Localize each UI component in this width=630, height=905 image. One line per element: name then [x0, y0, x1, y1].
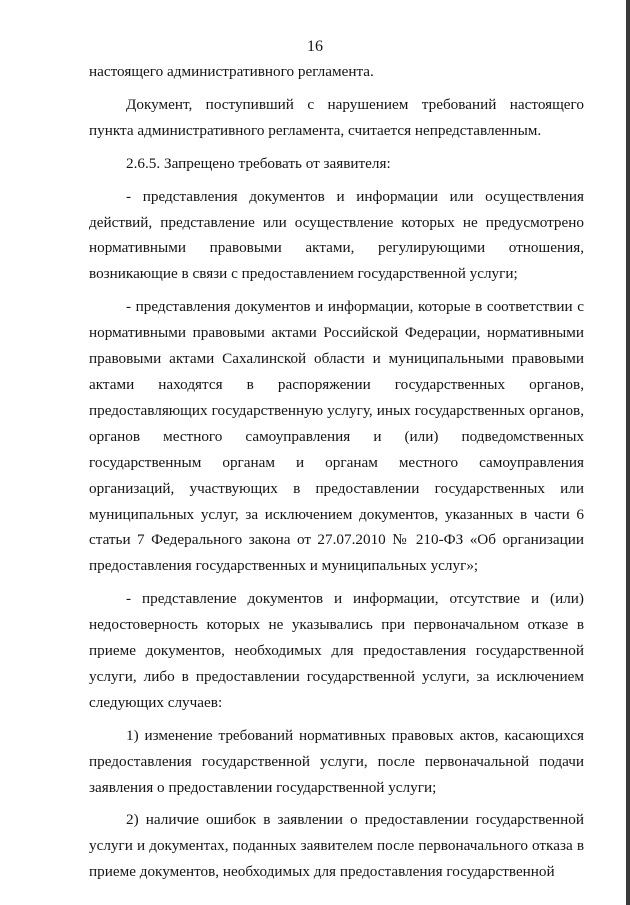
- paragraph-list-item-3: - представление документов и информации, отсутствие и (или) недостоверность которых не указывались при первоначальном отказе в приеме документов, необходимых для предоставления государственной услуги, либо в предоставлении государственной услуги, за исключением следующих случаев:: [89, 590, 584, 711]
- paragraph-unrepresented-document: Документ, поступивший с нарушением требований настоящего пункта административного регламента, считается непредставленным.: [89, 95, 584, 139]
- paragraph-case-1: 1) изменение требований нормативных правовых актов, касающихся предоставления государственной услуги, после первоначальной подачи заявления о предоставлении государственной услуги;: [89, 726, 584, 796]
- body-text: [89, 59, 584, 885]
- scan-edge: [626, 0, 630, 905]
- paragraph-continuation: настоящего административного регламента.: [89, 63, 374, 80]
- page-number: 16: [307, 38, 323, 55]
- paragraph-clause-heading: 2.6.5. Запрещено требовать от заявителя:: [126, 154, 391, 172]
- paragraph-list-item-1: - представления документов и информации или осуществления действий, представление или осуществление которых не предусмотрено нормативными правовыми актами, регулирующими отношения, возникающие в связи с предоставлением государственной услуги;: [89, 187, 584, 283]
- paragraph-case-2: 2) наличие ошибок в заявлении о предоставлении государственной услуги и документах, поданных заявителем после первоначального отказа в приеме документов, необходимых для предоставления государственной: [89, 811, 584, 881]
- paragraph-list-item-2: - представления документов и информации, которые в соответствии с нормативными правовыми актами Российской Федерации, нормативными правовыми актами Сахалинской области и муниципальными правовыми актами находятся в распоряжении государственных органов, предоставляющих государственную услугу, иных государственных органов, органов местного самоуправления и (или) подведомственных государственным органам и органам местного самоуправления организаций, участвующих в предоставлении государственных или муниципальных услуг, за исключением документов, указанных в части 6 статьи 7 Федерального закона от 27.07.2010 № 210-ФЗ «Об организации предоставления государственных и муниципальных услуг»;: [89, 298, 584, 575]
